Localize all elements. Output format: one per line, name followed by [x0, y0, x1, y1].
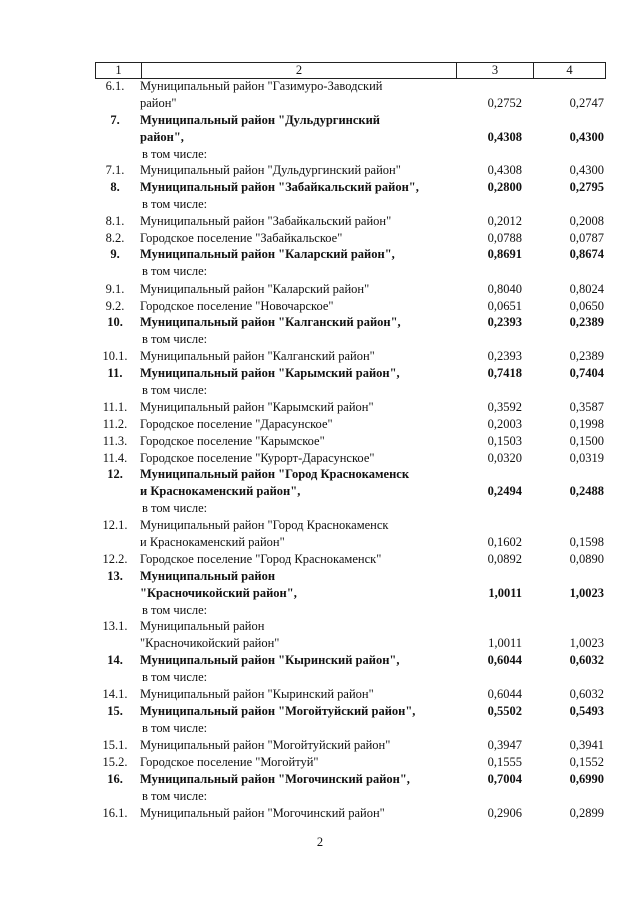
- row-value-col4: 0,6032: [569, 687, 604, 701]
- row-name: Муниципальный район "Могочинский район", в том числе:: [140, 772, 410, 803]
- row-name: Городское поселение "Могойтуй": [140, 755, 319, 769]
- row-name: Муниципальный район "Кыринский район": [140, 687, 374, 701]
- row-name: Муниципальный район "Калганский район", в том числе:: [140, 315, 401, 346]
- row-value-col3: 0,0788: [487, 231, 522, 245]
- row-value-col4: 0,2488: [569, 484, 604, 498]
- row-value-col3: 0,2393: [487, 349, 522, 363]
- row-name: Городское поселение "Карымское": [140, 434, 325, 448]
- row-number: 8.2.: [105, 231, 125, 245]
- row-value-col3: 0,0651: [487, 299, 522, 313]
- row-name: Муниципальный район "Забайкальский район", в том числе:: [140, 180, 419, 211]
- row-name: Городское поселение "Новочарское": [140, 299, 334, 313]
- row-value-col4: 0,8024: [569, 282, 604, 296]
- row-value-col4: 0,7404: [569, 366, 604, 380]
- row-number: 11.2.: [102, 417, 128, 431]
- row-number: 7.: [110, 113, 120, 127]
- row-name: Муниципальный район "Дульдургинский район": [140, 163, 401, 177]
- row-value-col3: 0,6044: [487, 653, 522, 667]
- row-name: Муниципальный район "Красночикойский район": [140, 619, 280, 650]
- row-number: 10.: [107, 315, 123, 329]
- row-name: Муниципальный район "Город Краснокаменск и Краснокаменский район": [140, 518, 389, 549]
- row-number: 8.: [110, 180, 120, 194]
- row-number: 8.1.: [105, 214, 125, 228]
- row-number: 11.4.: [102, 451, 128, 465]
- row-value-col3: 0,2752: [487, 96, 522, 110]
- row-number: 10.1.: [102, 349, 128, 363]
- row-value-col4: 0,2899: [569, 806, 604, 820]
- row-number: 13.: [107, 569, 123, 583]
- row-value-col4: 0,6990: [569, 772, 604, 786]
- header-col-1: 1: [96, 63, 142, 78]
- row-value-col3: 0,0320: [487, 451, 522, 465]
- row-number: 16.: [107, 772, 123, 786]
- row-number: 6.1.: [105, 79, 125, 93]
- row-name: Муниципальный район "Город Краснокаменск и Краснокаменский район", в том числе:: [140, 467, 410, 515]
- page-number: 2: [316, 835, 324, 849]
- row-value-col4: 1,0023: [569, 636, 604, 650]
- row-value-col4: 0,1552: [569, 755, 604, 769]
- row-name: Муниципальный район "Карымский район", в том числе:: [140, 366, 400, 397]
- table-header: [95, 62, 606, 79]
- row-number: 11.1.: [102, 400, 128, 414]
- row-value-col4: 0,1598: [569, 535, 604, 549]
- row-value-col4: 0,1500: [569, 434, 604, 448]
- row-value-col3: 0,2393: [487, 315, 522, 329]
- row-number: 13.1.: [102, 619, 128, 633]
- row-value-col4: 0,0319: [569, 451, 604, 465]
- row-name: Муниципальный район "Могойтуйский район", в том числе:: [140, 704, 416, 735]
- row-name: Муниципальный район "Карымский район": [140, 400, 374, 414]
- row-number: 12.1.: [102, 518, 128, 532]
- header-col-4: 4: [566, 63, 573, 77]
- row-value-col3: 1,0011: [488, 636, 522, 650]
- row-name: Городское поселение "Город Краснокаменск": [140, 552, 382, 566]
- row-value-col3: 0,2906: [487, 806, 522, 820]
- row-name: Муниципальный район "Забайкальский район": [140, 214, 392, 228]
- row-name: Муниципальный район "Калганский район": [140, 349, 375, 363]
- row-value-col3: 0,1503: [487, 434, 522, 448]
- row-name: Муниципальный район "Газимуро-Заводский район": [140, 79, 383, 110]
- row-value-col3: 0,7004: [487, 772, 522, 786]
- row-number: 7.1.: [105, 163, 125, 177]
- row-value-col3: 0,1602: [487, 535, 522, 549]
- row-name: Муниципальный район "Могочинский район": [140, 806, 385, 820]
- header-col-2: 2: [142, 63, 457, 78]
- row-value-col4: 0,3587: [569, 400, 604, 414]
- row-value-col4: 0,8674: [569, 247, 604, 261]
- row-name: Городское поселение "Дарасунское": [140, 417, 333, 431]
- row-value-col4: 0,0650: [569, 299, 604, 313]
- row-number: 15.: [107, 704, 123, 718]
- row-value-col4: 0,4300: [569, 163, 604, 177]
- row-value-col4: 0,5493: [569, 704, 604, 718]
- row-value-col3: 0,1555: [487, 755, 522, 769]
- row-name: Городское поселение "Забайкальское": [140, 231, 343, 245]
- row-value-col3: 0,4308: [487, 130, 522, 144]
- row-value-col4: 0,2008: [569, 214, 604, 228]
- row-number: 9.: [110, 247, 120, 261]
- row-name: Муниципальный район "Каларский район", в том числе:: [140, 247, 395, 278]
- row-value-col4: 0,4300: [569, 130, 604, 144]
- row-value-col4: 0,3941: [569, 738, 604, 752]
- header-col-3: 3: [457, 63, 534, 78]
- row-number: 15.1.: [102, 738, 128, 752]
- row-value-col3: 0,7418: [487, 366, 522, 380]
- row-value-col4: 0,2389: [569, 349, 604, 363]
- row-value-col3: 1,0011: [488, 586, 522, 600]
- row-number: 9.1.: [105, 282, 125, 296]
- row-value-col4: 0,2795: [569, 180, 604, 194]
- row-value-col3: 0,2494: [487, 484, 522, 498]
- row-name: Муниципальный район "Кыринский район", в том числе:: [140, 653, 400, 684]
- row-value-col3: 0,4308: [487, 163, 522, 177]
- row-name: Муниципальный район "Дульдургинский район", в том числе:: [140, 113, 381, 161]
- row-number: 15.2.: [102, 755, 128, 769]
- row-value-col3: 0,8691: [487, 247, 522, 261]
- row-value-col4: 0,1998: [569, 417, 604, 431]
- row-value-col4: 0,0890: [569, 552, 604, 566]
- row-number: 16.1.: [102, 806, 128, 820]
- row-value-col4: 0,6032: [569, 653, 604, 667]
- row-number: 11.3.: [102, 434, 128, 448]
- row-number: 9.2.: [105, 299, 125, 313]
- row-value-col3: 0,6044: [487, 687, 522, 701]
- row-value-col4: 0,2747: [569, 96, 604, 110]
- row-value-col3: 0,8040: [487, 282, 522, 296]
- row-number: 14.: [107, 653, 123, 667]
- row-number: 14.1.: [102, 687, 128, 701]
- row-value-col3: 0,3592: [487, 400, 522, 414]
- row-number: 12.: [107, 467, 123, 481]
- row-value-col3: 0,2800: [487, 180, 522, 194]
- row-value-col3: 0,5502: [487, 704, 522, 718]
- row-name: Муниципальный район "Каларский район": [140, 282, 370, 296]
- row-number: 12.2.: [102, 552, 128, 566]
- row-value-col4: 0,2389: [569, 315, 604, 329]
- row-number: 11.: [107, 366, 123, 380]
- row-name: Муниципальный район "Красночикойский район", в том числе:: [140, 569, 297, 617]
- row-value-col4: 1,0023: [569, 586, 604, 600]
- row-value-col3: 0,2003: [487, 417, 522, 431]
- row-value-col3: 0,3947: [487, 738, 522, 752]
- row-name: Городское поселение "Курорт-Дарасунское": [140, 451, 375, 465]
- row-value-col3: 0,2012: [487, 214, 522, 228]
- row-value-col3: 0,0892: [487, 552, 522, 566]
- row-name: Муниципальный район "Могойтуйский район": [140, 738, 391, 752]
- row-value-col4: 0,0787: [569, 231, 604, 245]
